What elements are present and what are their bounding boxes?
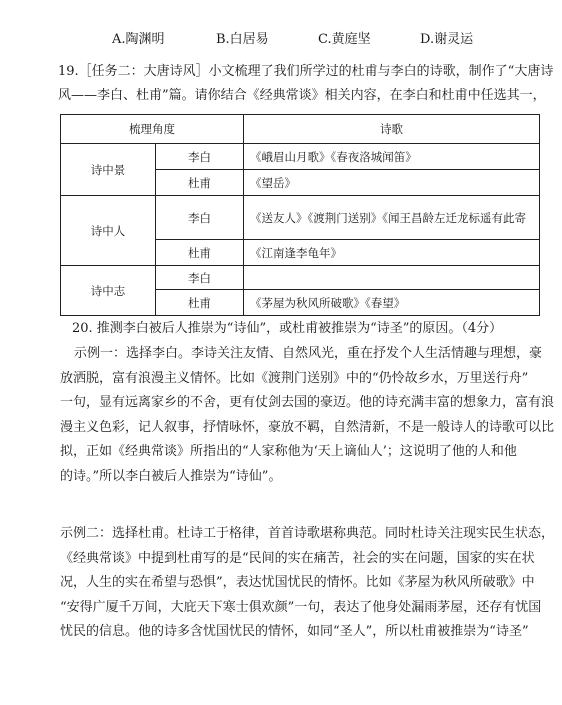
option-d: D.谢灵运	[420, 32, 474, 47]
answer-line: 忧民的信息。他的诗多含忧国忧民的情怀，如同“圣人”，所以杜甫被推崇为“诗圣”	[60, 624, 529, 639]
question-19-line-2: 风——李白、杜甫”篇。请你结合《经典常谈》相关内容，在李白和杜甫中任选其一，	[58, 88, 546, 103]
answer-line: 示例二：选择杜甫。杜诗工于格律，首首诗歌堪称典范。同时杜诗关注现实民生状态，	[60, 526, 555, 541]
angle-scene: 诗中景	[61, 144, 156, 196]
answer-line: 况，人生的实在希望与恐惧”，表达忧国忧民的情怀。比如《茅屋为秋风所破歌》中	[60, 575, 535, 590]
option-c: C.黄庭坚	[318, 32, 371, 47]
answer-example-1	[60, 342, 560, 489]
poet-cell: 杜甫	[156, 240, 244, 266]
question-20: 20. 推测李白被后人推崇为“诗仙”，或杜甫被推崇为“诗圣”的原因。（4分）	[72, 321, 503, 336]
table-row	[61, 144, 540, 170]
answer-line: “安得广厦千万间，大庇天下寒士俱欢颜”一句，表达了他身处漏雨茅屋，还存有忧国	[60, 599, 542, 615]
option-b: B.白居易	[216, 32, 269, 47]
answer-line: 拟，正如《经典常谈》所指出的“人家称他为‘天上谪仙人’；这说明了他的人和他	[60, 444, 517, 459]
answer-line: 放洒脱，富有浪漫主义情怀。比如《渡荆门送别》中的“仍怜故乡水，万里送行舟”	[60, 370, 529, 386]
answer-line: 一句，显有远离家乡的不舍，更有仗剑去国的豪迈。他的诗充满丰富的想象力，富有浪	[60, 395, 555, 410]
question-19	[58, 60, 558, 108]
answer-line: 漫主义色彩，记人叙事，抒情咏怀，豪放不羁，自然清新，不是一般诗人的诗歌可以比	[60, 419, 555, 435]
poems-cell-empty	[244, 266, 540, 290]
option-a: A.陶渊明	[112, 32, 165, 47]
poems-cell: 《望岳》	[244, 170, 540, 196]
angle-person: 诗中人	[61, 196, 156, 266]
poet-cell: 杜甫	[156, 290, 244, 316]
poet-cell: 李白	[156, 196, 244, 240]
poems-cell: 《茅屋为秋风所破歌》《春望》	[244, 290, 540, 316]
poetry-table	[60, 114, 540, 316]
question-19-line-1: 19.［任务二：大唐诗风］小文梳理了我们所学过的杜甫与李白的诗歌，制作了“大唐诗	[58, 64, 554, 79]
poet-cell: 李白	[156, 266, 244, 290]
angle-ambition: 诗中志	[61, 266, 156, 316]
answer-line: 示例一：选择李白。李诗关注友情、自然风光，重在抒发个人生活情趣与理想，豪	[74, 346, 543, 361]
poems-cell: 《送友人》《渡荆门送别》《闻王昌龄左迁龙标遥有此寄	[244, 196, 540, 240]
poems-cell: 《江南逢李龟年》	[244, 240, 540, 266]
answer-line: 《经典常谈》中提到杜甫写的是“民间的实在痛苦，社会的实在问题，国家的实在状	[60, 550, 535, 566]
table-header-angle: 梳理角度	[61, 115, 244, 144]
answer-line: 的诗。”所以李白被后人推崇为“诗仙”。	[60, 468, 282, 484]
table-header-poems: 诗歌	[244, 115, 540, 144]
answer-example-2	[60, 522, 560, 645]
answer-options	[0, 28, 562, 48]
poems-cell: 《峨眉山月歌》《春夜洛城闻笛》	[244, 144, 540, 170]
poet-cell: 杜甫	[156, 170, 244, 196]
table-row	[61, 266, 540, 290]
poet-cell: 李白	[156, 144, 244, 170]
table-row	[61, 196, 540, 240]
table-header-row	[61, 115, 540, 144]
